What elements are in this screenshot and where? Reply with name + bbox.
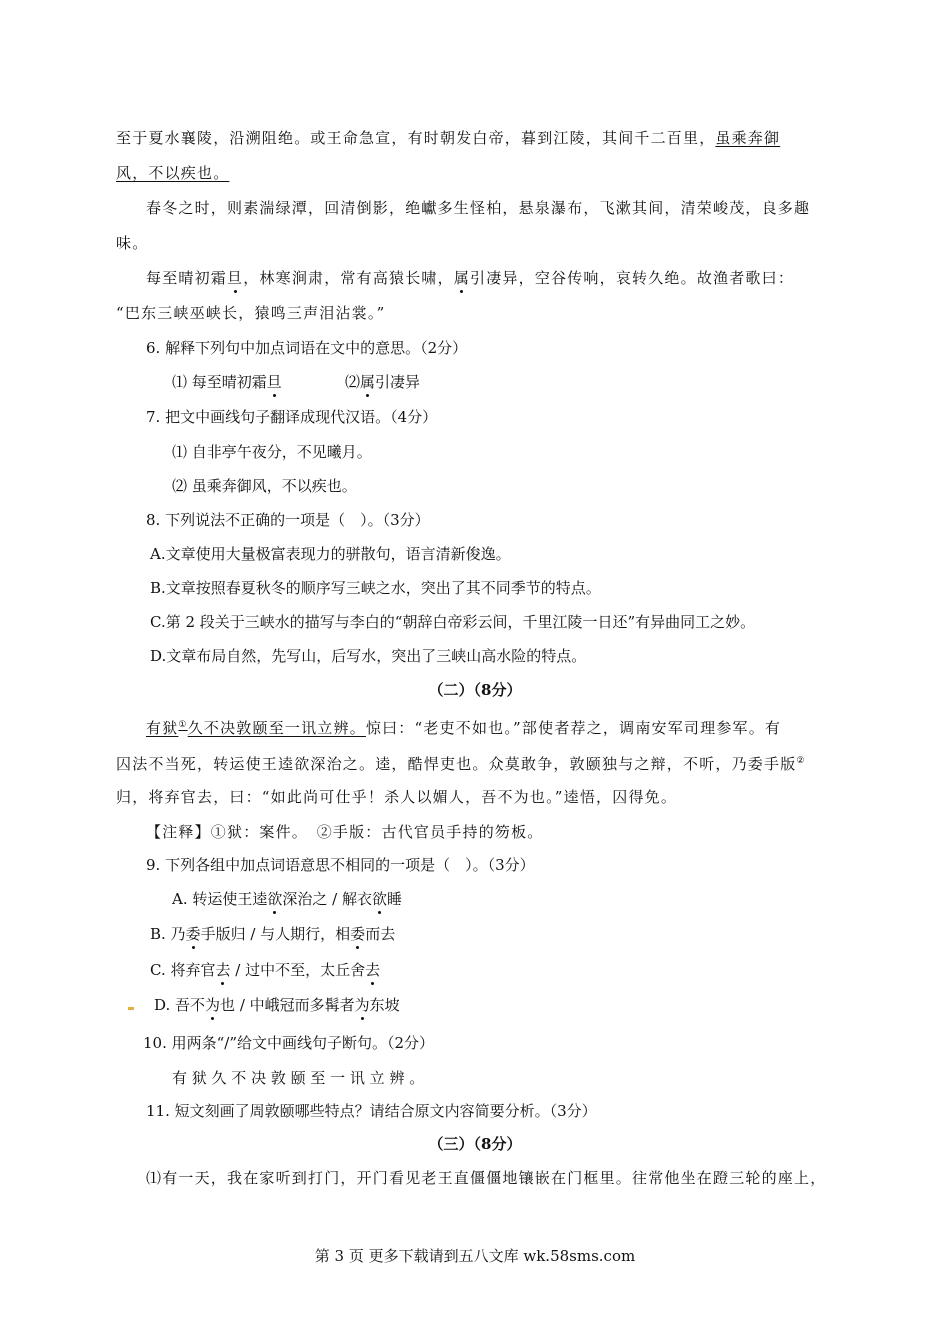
question-7: 7. 把文中画线句子翻译成现代汉语。（4分） [146, 408, 438, 426]
question-8-option-c: C.第 2 段关于三峡水的描写与李白的“朝辞白帝彩云间，千里江陵一日还”有异曲同工之妙。 [150, 613, 756, 631]
passage3-line-1: ⑴有一天，我在家听到打门，开门看见老王直僵僵地镶嵌在门框里。往常他坐在蹬三轮的座上， [146, 1169, 827, 1187]
question-9: 9. 下列各组中加点词语意思不相同的一项是（ ）。（3分） [146, 856, 535, 874]
question-9-option-d: D. 吾不为也 / 中峨冠而多髯者为东坡 [154, 996, 400, 1014]
question-6-item-2: ⑵属引凄异 [345, 373, 421, 391]
question-6-item-1: ⑴ 每至晴初霜旦 [172, 373, 282, 391]
dotted-char: 为 [205, 996, 221, 1014]
question-9-option-b: B. 乃委手版归 / 与人期行，相委而去 [150, 925, 396, 943]
underlined-sentence: 久不决敦颐至一讯立辨。 [187, 719, 366, 737]
highlight-mark [128, 1007, 134, 1010]
dotted-char: 去 [365, 961, 381, 979]
underlined-sentence: 虽乘奔御 [715, 129, 781, 147]
question-6: 6. 解释下列句中加点词语在文中的意思。（2分） [146, 339, 468, 357]
dotted-char: 委 [350, 925, 366, 943]
passage2-line-2: 囚法不当死，转运使王逵欲深治之。逵，酷悍吏也。众莫敢争，敦颐独与之辩，不听，乃委手版② [116, 755, 806, 773]
question-10: 10. 用两条“/”给文中画线句子断句。（2分） [143, 1034, 435, 1052]
question-11: 11. 短文刻画了周敦颐哪些特点？请结合原文内容简要分析。（3分） [146, 1102, 597, 1120]
question-7-item-1: ⑴ 自非亭午夜分，不见曦月。 [172, 443, 372, 461]
section-3-title: （三）（8分） [428, 1135, 522, 1153]
question-8-option-a: A.文章使用大量极富表现力的骈散句，语言清新俊逸。 [150, 545, 511, 563]
passage2-line-3: 归，将弃官去，曰：“如此尚可仕乎！杀人以媚人，吾不为也。”逵悟，囚得免。 [116, 788, 678, 806]
dotted-char: 属 [453, 269, 471, 287]
passage2-line-1: 有狱①久不决敦颐至一讯立辨。惊曰：“老吏不如也。”部使者荐之，调南安军司理参军。有 [146, 719, 782, 737]
passage-line-3: 春冬之时，则素湍绿潭，回清倒影，绝巘多生怪柏，悬泉瀑布，飞漱其间，清荣峻茂，良多趣 [146, 199, 811, 217]
question-8: 8. 下列说法不正确的一项是（ ）。（3分） [146, 511, 430, 529]
passage-line-2: 风，不以疾也。 [116, 164, 230, 182]
dotted-char: 旦 [227, 269, 244, 287]
dotted-char: 为 [354, 996, 370, 1014]
question-9-option-a: A. 转运使王逵欲深治之 / 解衣欲睡 [172, 890, 403, 908]
page-footer: 第 3 页 更多下载请到五八文库 wk.58sms.com [314, 1247, 636, 1265]
dotted-char: 欲 [371, 890, 387, 908]
question-9-option-c: C. 将弃官去 / 过中不至，太丘舍去 [150, 961, 381, 979]
dotted-char: 委 [185, 925, 201, 943]
question-8-option-b: B.文章按照春夏秋冬的顺序写三峡之水，突出了其不同季节的特点。 [150, 579, 601, 597]
section-2-title: （二）（8分） [428, 681, 522, 699]
dotted-char: 去 [215, 961, 231, 979]
passage-line-1: 至于夏水襄陵，沿溯阻绝。或王命急宣，有时朝发白帝，暮到江陵，其间千二百里，虽乘奔御 [116, 129, 781, 147]
question-7-item-2: ⑵ 虽乘奔御风，不以疾也。 [172, 477, 357, 495]
dotted-char: 属 [360, 373, 376, 391]
annotation-note: 【注释】①狱：案件。 ②手版：古代官员手持的笏板。 [146, 823, 544, 841]
dotted-char: 欲 [267, 890, 283, 908]
passage-line-4: 味。 [116, 234, 149, 252]
question-8-option-d: D.文章布局自然，先写山，后写水，突出了三峡山高水险的特点。 [150, 647, 587, 665]
question-10-text: 有 狱 久 不 决 敦 颐 至 一 讯 立 辨 。 [172, 1069, 425, 1087]
passage-line-6: “巴东三峡巫峡长，猿鸣三声泪沾裳。” [116, 304, 386, 322]
passage-line-5: 每至晴初霜旦，林寒涧肃，常有高猿长啸，属引凄异，空谷传响，哀转久绝。故渔者歌曰： [146, 269, 795, 287]
dotted-char: 旦 [266, 373, 282, 391]
